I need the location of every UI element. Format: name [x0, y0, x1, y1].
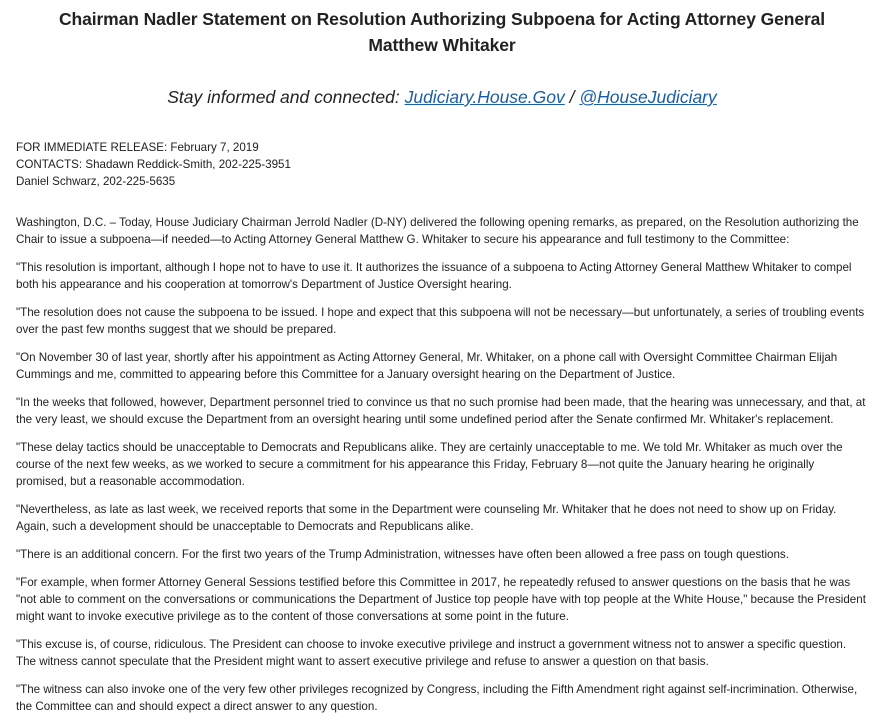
- tagline: [16, 85, 868, 109]
- contact-primary: CONTACTS: Shadawn Reddick-Smith, 202-225-3951: [16, 158, 291, 171]
- paragraph: "These delay tactics should be unacceptable to Democrats and Republicans alike. They are certainly unacceptable to me. We told Mr. Whitaker as much over the course of the next few weeks, as we worked to secure a commitment for his appearance this Friday, February 8—not quite the January hearing he originally promised, but a reasonable accommodation.: [16, 441, 843, 488]
- paragraph: "For example, when former Attorney General Sessions testified before this Committee in 2017, he repeatedly refused to answer questions on the basis that he was "not able to comment on the conversations or communications the Department of Justice top people have with top people at the White House," because the President might want to invoke executive privilege as to the content of those conversations at some point in the future.: [16, 576, 866, 623]
- release-date: FOR IMMEDIATE RELEASE: February 7, 2019: [16, 141, 259, 154]
- paragraph: "The witness can also invoke one of the very few other privileges recognized by Congress, including the Fifth Amendment right against self-incrimination. Otherwise, the Committee can and should expect a direct answer to any question.: [16, 683, 858, 713]
- twitter-handle-link[interactable]: @HouseJudiciary: [579, 87, 717, 107]
- paragraph: "The resolution does not cause the subpoena to be issued. I hope and expect that this subpoena will not be necessary—but unfortunately, a series of troubling events over the past few months suggest that we should be prepared.: [16, 306, 865, 336]
- paragraph: "On November 30 of last year, shortly after his appointment as Acting Attorney General, Mr. Whitaker, on a phone call with Oversight Committee Chairman Elijah Cummings and me, committed to appearing before this Committee for a January oversight hearing on the Department of Justice.: [16, 351, 838, 381]
- page-title: Chairman Nadler Statement on Resolution Authorizing Subpoena for Acting Attorney General Matthew Whitaker: [58, 9, 826, 55]
- paragraph: "In the weeks that followed, however, Department personnel tried to convince us that no such promise had been made, that the hearing was unnecessary, and that, at the very least, we should excuse the Department from an oversight hearing until some undefined period after the Senate confirmed Mr. Whitaker's replacement.: [16, 396, 866, 426]
- statement-body: [16, 214, 868, 715]
- tagline-prefix: Stay informed and connected:: [167, 87, 405, 107]
- paragraph: "This resolution is important, although I hope not to have to use it. It authorizes the issuance of a subpoena to Acting Attorney General Matthew Whitaker to compel both his appearance and his cooperation at tomorrow's Department of Justice Oversight hearing.: [16, 261, 852, 291]
- paragraph: Washington, D.C. – Today, House Judiciary Chairman Jerrold Nadler (D-NY) delivered the following opening remarks, as prepared, on the Resolution authorizing the Chair to issue a subpoena—if needed—to Acting Attorney General Matthew G. Whitaker to secure his appearance and full testimony to the Committee:: [16, 216, 859, 246]
- paragraph: "Nevertheless, as late as last week, we received reports that some in the Department were counseling Mr. Whitaker that he does not need to show up on Friday. Again, such a development should be unacceptable to Democrats and Republicans alike.: [16, 503, 837, 533]
- contact-secondary: Daniel Schwarz, 202-225-5635: [16, 175, 176, 188]
- tagline-separator: /: [564, 87, 580, 107]
- judiciary-website-link[interactable]: Judiciary.House.Gov: [404, 87, 565, 107]
- release-info: [16, 139, 868, 190]
- paragraph: "There is an additional concern. For the first two years of the Trump Administration, witnesses have often been allowed a free pass on tough questions.: [16, 548, 789, 561]
- paragraph: "This excuse is, of course, ridiculous. The President can choose to invoke executive privilege and instruct a government witness not to answer a specific question. The witness cannot speculate that the President might want to assert executive privilege and refuse to answer a question on that basis.: [16, 638, 847, 668]
